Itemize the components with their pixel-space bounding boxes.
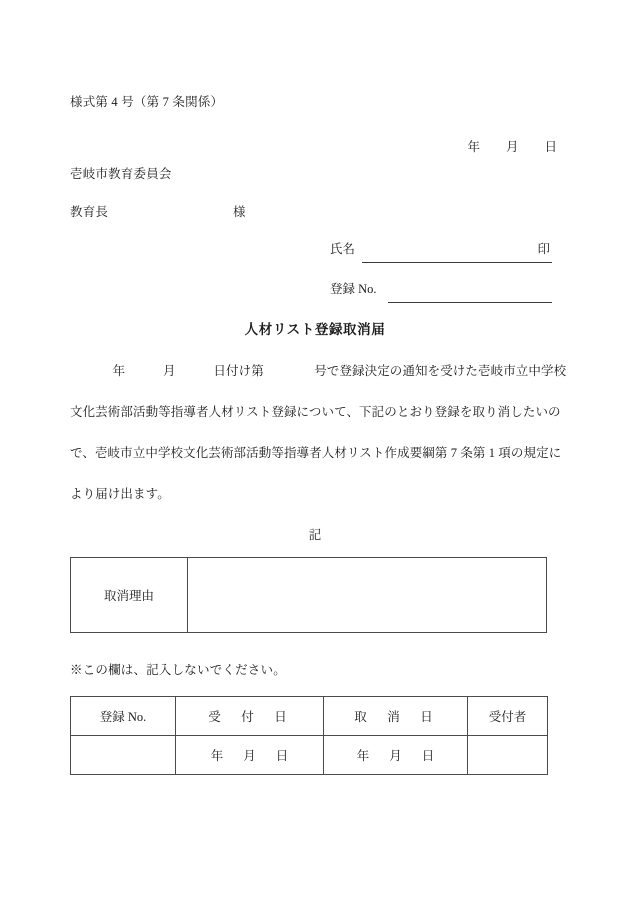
seal-mark-label: 印 — [537, 242, 550, 256]
document-title: 人材リスト登録取消届 — [244, 322, 386, 337]
body-paragraph-line: より届け出ます。 — [70, 487, 170, 501]
addressee-organization: 壱岐市教育委員会 — [70, 167, 172, 181]
table-header-row — [71, 697, 548, 736]
reason-input-cell[interactable] — [188, 558, 547, 633]
cancellation-reason-table — [70, 557, 547, 633]
registration-no-label: 登録 No. — [330, 282, 377, 296]
received-day-label: 日 — [275, 749, 289, 763]
table-row — [71, 736, 548, 775]
cell-clerk[interactable] — [468, 736, 548, 775]
cell-cancel-date[interactable] — [324, 736, 468, 775]
name-label: 氏名 — [330, 242, 356, 256]
header-registration-no: 登録 No. — [71, 697, 176, 736]
form-number: 様式第 4 号（第 7 条関係） — [70, 95, 224, 109]
body-paragraph-line: 年 月 日付け第 号で登録決定の通知を受けた壱岐市立中学校 — [100, 364, 567, 378]
cancel-month-label: 月 — [389, 749, 402, 763]
cell-received-date[interactable] — [176, 736, 324, 775]
cell-registration-no[interactable] — [71, 736, 176, 775]
date-day-label: 日 — [544, 139, 558, 154]
registration-no-input-rule[interactable] — [388, 302, 552, 303]
cancel-day-label: 日 — [421, 749, 435, 763]
header-clerk: 受付者 — [468, 697, 548, 736]
name-field-row — [330, 243, 552, 263]
received-year-label: 年 — [210, 749, 224, 763]
office-use-note: ※この欄は、記入しないでください。 — [70, 663, 286, 677]
name-input-rule[interactable] — [362, 262, 552, 263]
reason-label-cell: 取消理由 — [71, 558, 188, 633]
addressee-title: 教育長 — [70, 205, 109, 219]
document-date-line — [455, 128, 557, 166]
received-month-label: 月 — [243, 749, 256, 763]
cancel-year-label: 年 — [356, 749, 370, 763]
date-year-label: 年 — [467, 139, 481, 154]
ki-notation-mark: 記 — [308, 528, 322, 542]
office-use-table — [70, 696, 548, 775]
registration-no-field-row — [330, 283, 552, 303]
body-paragraph-line: で、壱岐市立中学校文化芸術部活動等指導者人材リスト作成要綱第 7 条第 1 項の規定に — [70, 446, 562, 460]
body-paragraph-line: 文化芸術部活動等指導者人材リスト登録について、下記のとおり登録を取り消したいの — [70, 405, 561, 419]
table-row — [71, 558, 547, 633]
addressee-honorific: 様 — [233, 205, 246, 219]
date-month-label: 月 — [506, 139, 519, 154]
header-cancel-date: 取 消 日 — [324, 697, 468, 736]
header-received-date: 受 付 日 — [176, 697, 324, 736]
